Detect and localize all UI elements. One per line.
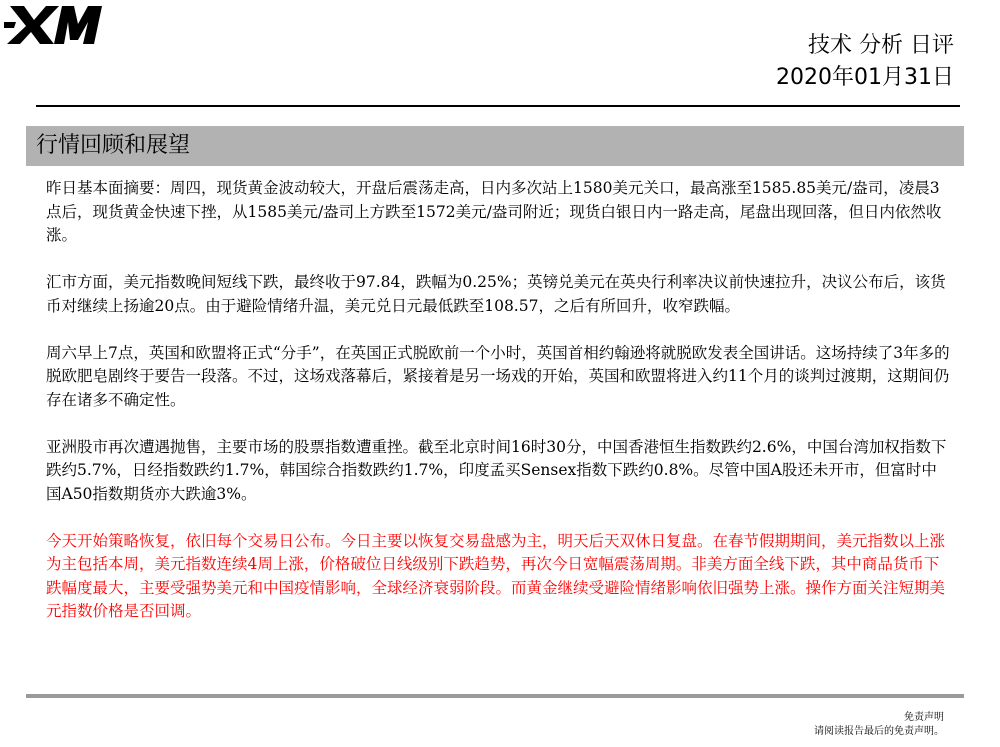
disclaimer-title: 免责声明 <box>904 712 944 723</box>
report-header <box>776 30 954 94</box>
paragraph-fundamentals: 昨日基本面摘要：周四，现货黄金波动较大，开盘后震荡走高，日内多次站上1580美元关口，最高涨至1585.85美元/盎司，凌晨3点后，现货黄金快速下挫，从1585美元/盎司上方跌至1572美元/盎司附近；现货白银日内一路走高，尾盘出现回落，但日内依然收涨。 <box>46 179 942 244</box>
section-title: 行情回顾和展望 <box>36 133 191 158</box>
section-header-bar <box>26 126 964 166</box>
disclaimer-text: 请阅读报告最后的免责声明。 <box>814 726 944 737</box>
footer-divider <box>26 694 964 698</box>
xm-logo <box>4 2 104 44</box>
paragraph-forex: 汇市方面，美元指数晚间短线下跌，最终收于97.84，跌幅为0.25%；英镑兑美元在英央行利率决议前快速拉升，决议公布后，该货币对继续上扬逾20点。由于避险情绪升温，美元兑日元最低跌至108.57，之后有所回升，收窄跌幅。 <box>46 273 946 315</box>
paragraph-brexit: 周六早上7点，英国和欧盟将正式“分手”，在英国正式脱欧前一个小时，英国首相约翰逊将就脱欧发表全国讲话。这场持续了3年多的脱欧肥皂剧终于要告一段落。不过，这场戏落幕后，紧接着是另一场戏的开始，英国和欧盟将进入约11个月的谈判过渡期，这期间仍存在诸多不确定性。 <box>46 343 950 409</box>
report-date: 2020年01月31日 <box>776 65 954 90</box>
paragraph-strategy: 今天开始策略恢复，依旧每个交易日公布。今日主要以恢复交易盘感为主，明天后天双休日复盘。在春节假期期间，美元指数以上涨为主包括本周，美元指数连续4周上涨，价格破位日线级别下跌趋势，再次今日宽幅震荡周期。非美方面全线下跌，其中商品货币下跌幅度最大，主要受强势美元和中国疫情影响，全球经济衰弱阶段。而黄金继续受避险情绪影响依旧强势上涨。操作方面关注短期美元指数价格是否回调。 <box>46 531 946 620</box>
header-divider <box>36 105 960 107</box>
disclaimer <box>814 711 944 739</box>
paragraph-asian-stocks: 亚洲股市再次遭遇抛售，主要市场的股票指数遭重挫。截至北京时间16时30分，中国香港恒生指数跌约2.6%，中国台湾加权指数下跌约5.7%，日经指数跌约1.7%，韩国综合指数跌约1.7%，印度孟买Sensex指数下跌约0.8%。尽管中国A股还未开市，但富时中国A50指数期货亦大跌逾3%。 <box>46 437 947 503</box>
xm-logo-icon <box>4 2 104 44</box>
report-title: 技术 分析 日评 <box>808 33 954 58</box>
report-body <box>46 177 952 647</box>
